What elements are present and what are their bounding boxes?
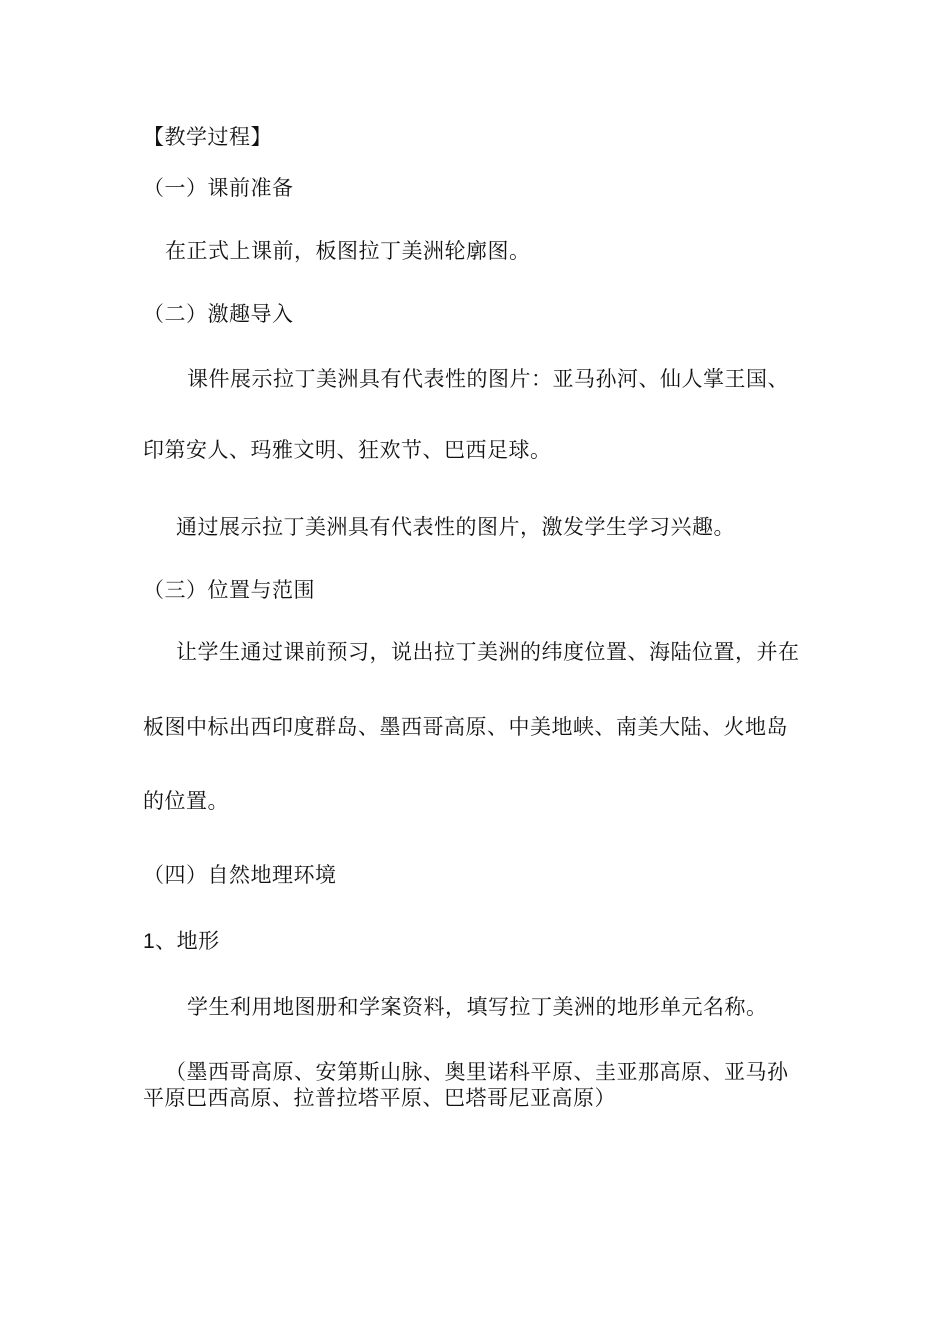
section-title-introduction: （二）激趣导入 [143, 302, 294, 326]
section-title-natural-environment: （四）自然地理环境 [143, 863, 337, 887]
paragraph-introduction-line-2: 印第安人、玛雅文明、狂欢节、巴西足球。 [143, 438, 552, 462]
paragraph-terrain-list-line-2: 平原巴西高原、拉普拉塔平原、巴塔哥尼亚高原） [143, 1086, 616, 1110]
subsection-title-terrain: 1、地形 [143, 930, 220, 953]
document-heading: 【教学过程】 [143, 125, 272, 149]
section-title-preparation: （一）课前准备 [143, 176, 294, 200]
paragraph-location-line-2: 板图中标出西印度群岛、墨西哥高原、中美地峡、南美大陆、火地岛 [143, 715, 788, 739]
paragraph-location-line-3: 的位置。 [143, 789, 229, 813]
paragraph-terrain-list-line-1: （墨西哥高原、安第斯山脉、奥里诺科平原、圭亚那高原、亚马孙 [165, 1060, 789, 1084]
paragraph-introduction-purpose: 通过展示拉丁美洲具有代表性的图片，激发学生学习兴趣。 [176, 515, 735, 539]
paragraph-preparation: 在正式上课前，板图拉丁美洲轮廓图。 [165, 239, 531, 263]
section-title-location: （三）位置与范围 [143, 578, 315, 602]
paragraph-terrain-task: 学生利用地图册和学案资料，填写拉丁美洲的地形单元名称。 [187, 995, 768, 1019]
paragraph-introduction-line-1: 课件展示拉丁美洲具有代表性的图片：亚马孙河、仙人掌王国、 [187, 367, 789, 391]
paragraph-location-line-1: 让学生通过课前预习，说出拉丁美洲的纬度位置、海陆位置，并在 [176, 640, 800, 664]
